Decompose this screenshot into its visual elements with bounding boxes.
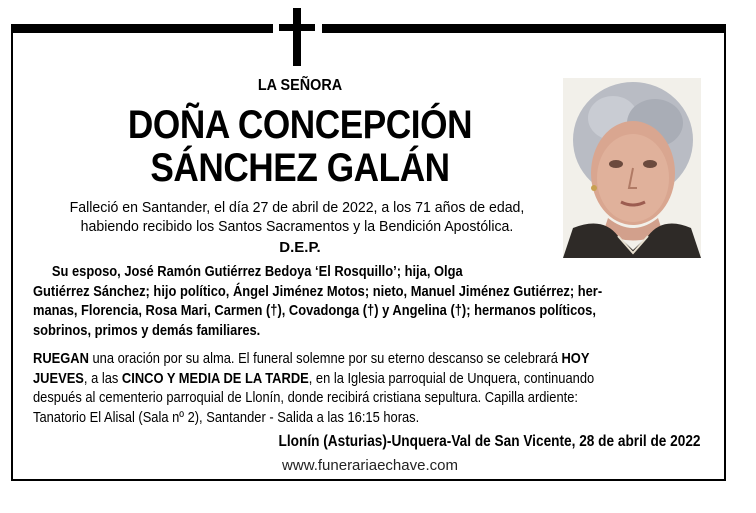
ceremony-details	[33, 349, 701, 427]
family-line3: manas, Florencia, Rosa Mari, Carmen (†), Covadonga (†) y Angelina (†); hermanos políticos,	[33, 302, 596, 319]
ceremony-line4: Tanatorio El Alisal (Sala nº 2), Santander - Salida a las 16:15 horas.	[33, 408, 420, 426]
place-and-date: Llonín (Asturias)-Unquera-Val de San Vicente, 28 de abril de 2022	[279, 433, 701, 450]
death-line2: habiendo recibido los Santos Sacramentos y la Bendición Apostólica.	[80, 218, 514, 235]
top-rule-left	[11, 24, 273, 33]
deceased-name-line1: DOÑA CONCEPCIÓN	[127, 103, 473, 147]
family-mourners	[33, 262, 701, 340]
top-rule-right	[322, 24, 724, 33]
ceremony-line3: después al cementerio parroquial de Llonín, donde recibirá cristiana sepultura. Capilla ardiente:	[33, 389, 578, 406]
death-announcement	[58, 198, 536, 236]
title-prefix: LA SEÑORA	[257, 77, 343, 94]
family-line1: Su esposo, José Ramón Gutiérrez Bedoya ‘El Rosquillo’; hija, Olga	[51, 263, 463, 280]
family-line4: sobrinos, primos y demás familiares.	[33, 321, 261, 339]
rest-in-peace: D.E.P.	[279, 239, 321, 256]
deceased-name-line2: SÁNCHEZ GALÁN	[150, 146, 450, 190]
portrait-photo	[563, 78, 701, 258]
family-line2: Gutiérrez Sánchez; hijo político, Ángel Jiménez Motos; nieto, Manuel Jiménez Gutiérrez; her-	[33, 282, 603, 300]
ceremony-line2: JUEVES, a las CINCO Y MEDIA DE LA TARDE, en la Iglesia parroquial de Unquera, continuando	[33, 369, 595, 387]
funeral-home-website[interactable]: www.funerariaechave.com	[282, 457, 458, 474]
cross-icon	[274, 8, 320, 66]
death-line1: Falleció en Santander, el día 27 de abril de 2022, a los 71 años de edad,	[69, 199, 525, 216]
ceremony-line1: RUEGAN una oración por su alma. El funeral solemne por su eterno descanso se celebrará HOY	[33, 350, 590, 367]
